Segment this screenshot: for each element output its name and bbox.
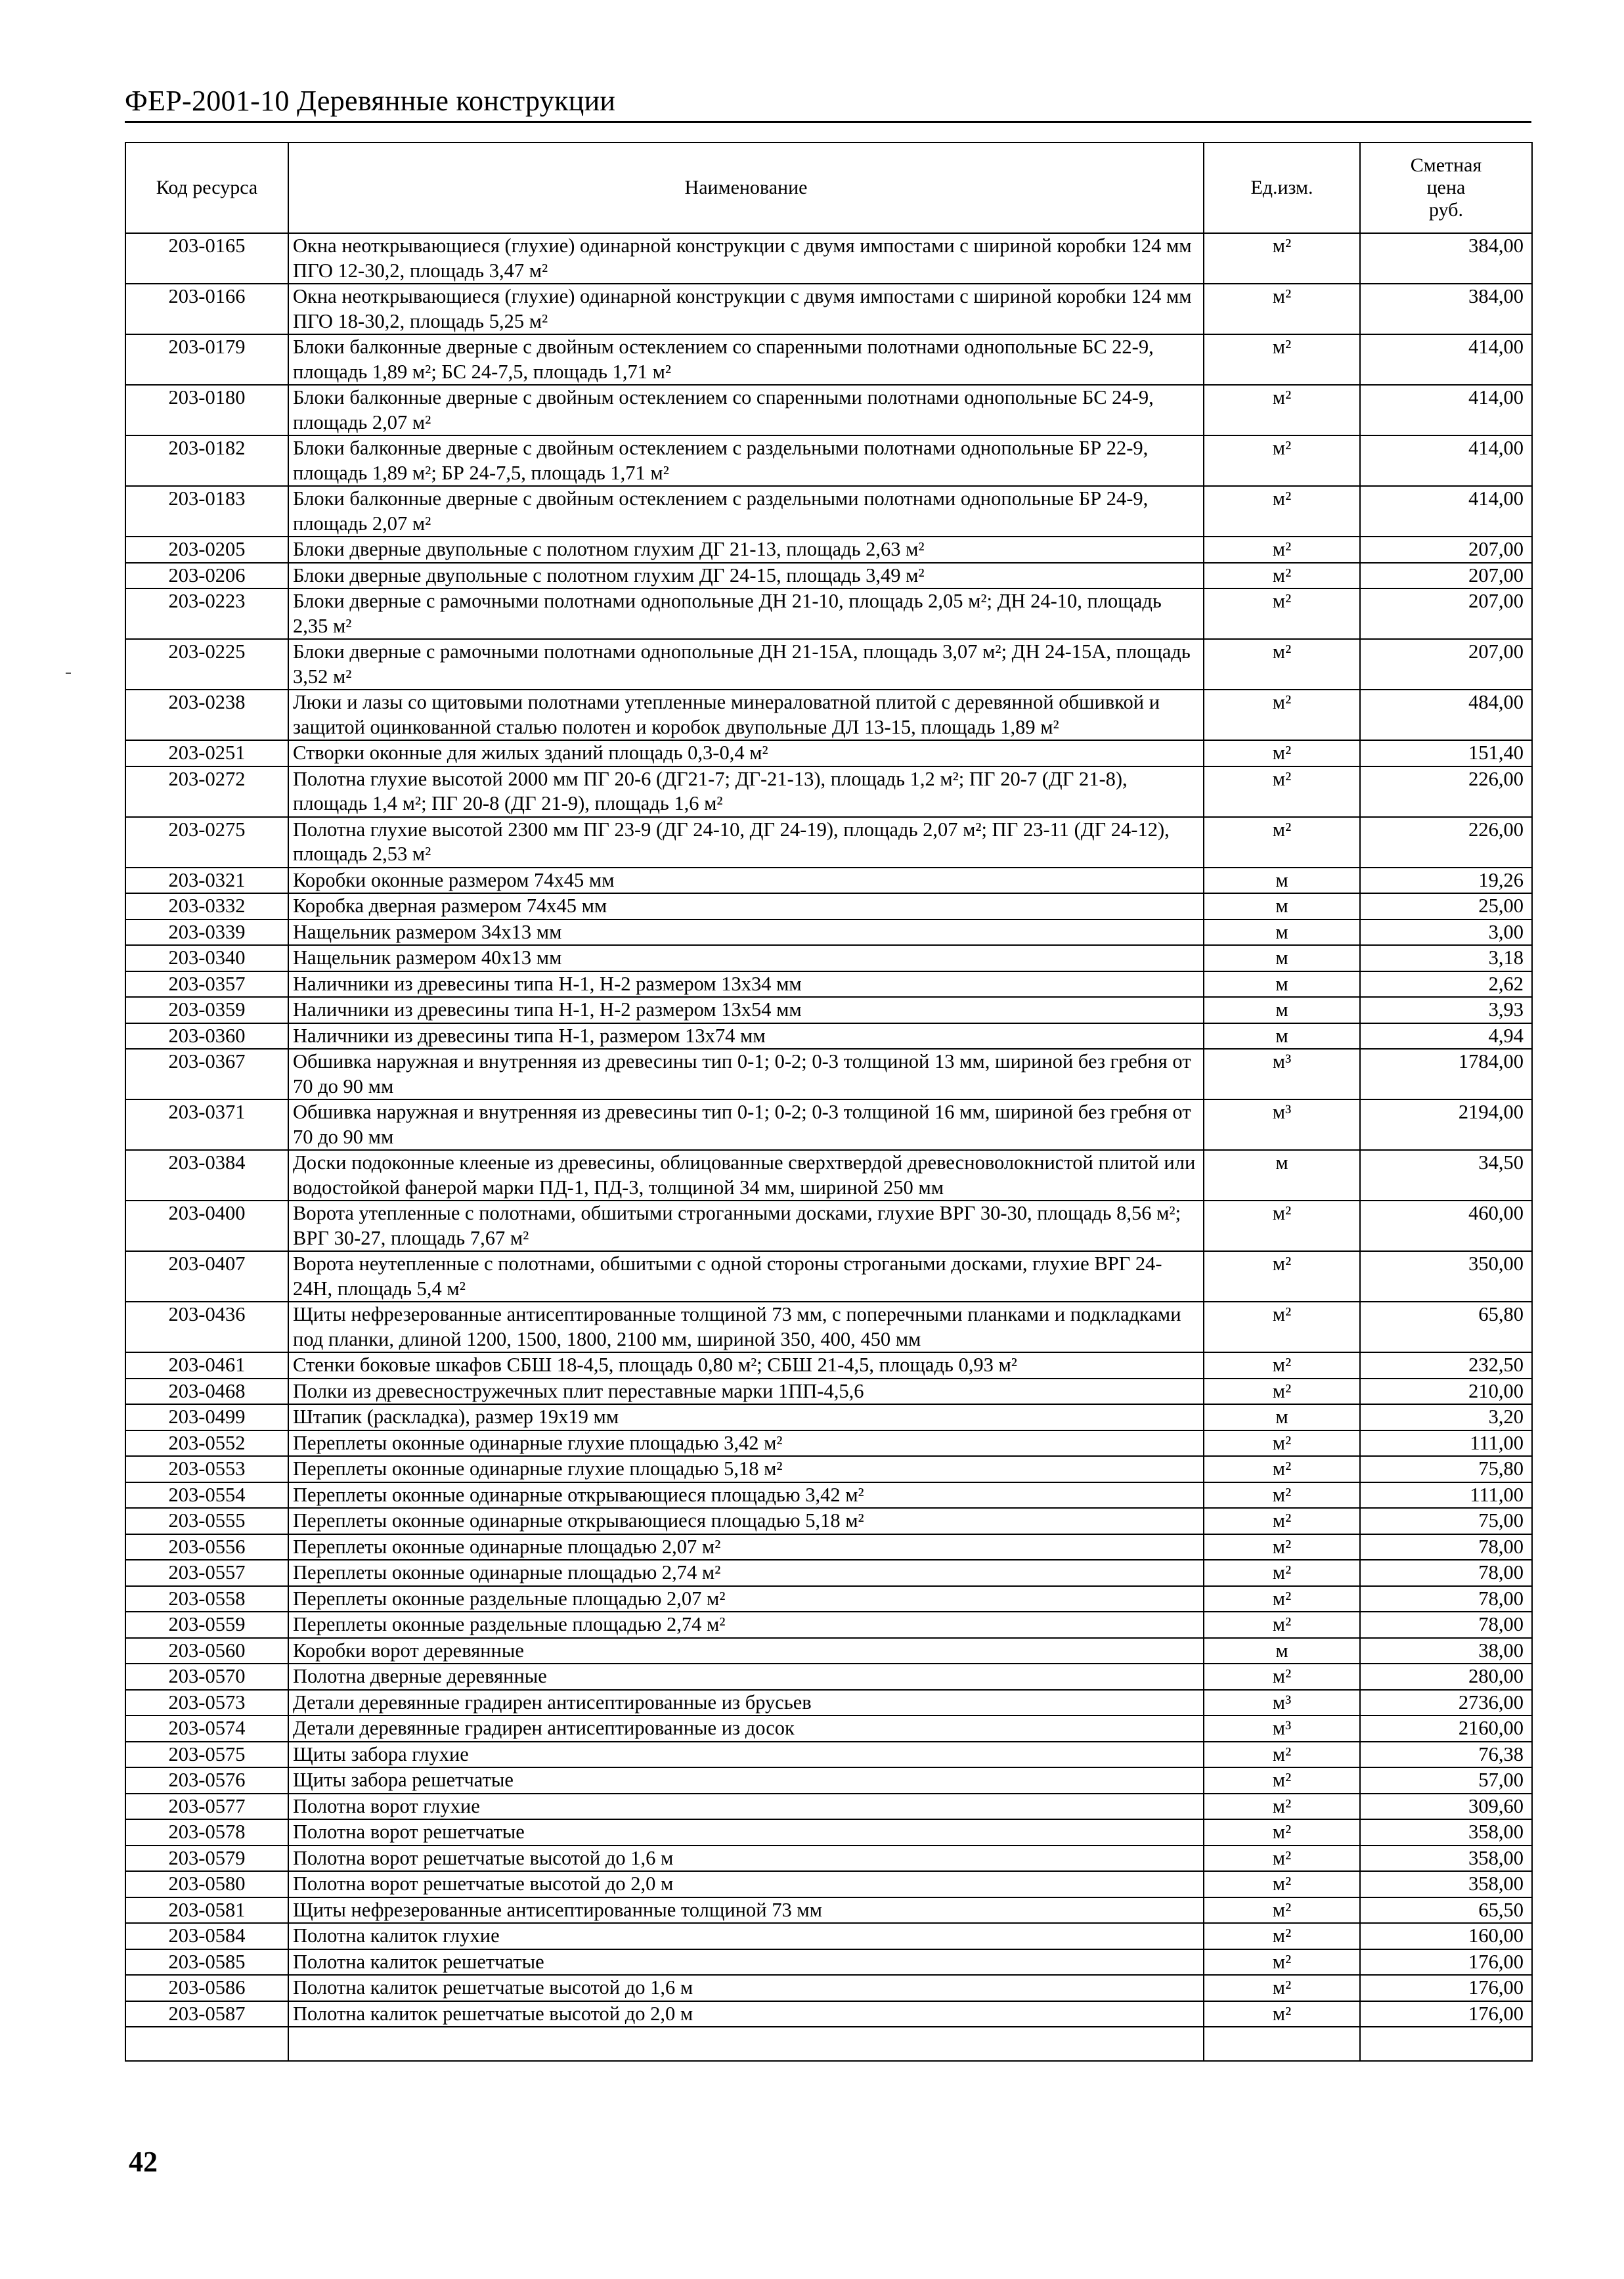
resource-code-cell: 203-0251: [125, 740, 288, 766]
price-cell: 25,00: [1360, 893, 1532, 919]
resource-code-cell: 203-0332: [125, 893, 288, 919]
resource-code-cell: 203-0576: [125, 1767, 288, 1794]
resource-name-cell: Блоки балконные дверные с двойным остеклением со спаренными полотнами однопольные БС 24-9, площадь 2,07 м²: [288, 385, 1204, 435]
unit-cell: м²: [1204, 1975, 1360, 2001]
unit-cell: м²: [1204, 563, 1360, 589]
price-cell: 207,00: [1360, 588, 1532, 639]
price-cell: 65,50: [1360, 1897, 1532, 1924]
resource-name-cell: Ворота неутепленные с полотнами, обшитыми с одной стороны строгаными досками, глухие ВРГ 24-24Н, площадь 5,4 м²: [288, 1251, 1204, 1302]
unit-cell: м²: [1204, 1897, 1360, 1924]
resource-code-cell: 203-0552: [125, 1430, 288, 1457]
unit-cell: м²: [1204, 486, 1360, 537]
unit-cell: м²: [1204, 435, 1360, 486]
unit-cell: м²: [1204, 1201, 1360, 1251]
header-name: Наименование: [288, 143, 1204, 233]
table-row: [125, 1456, 1532, 1482]
unit-cell: м: [1204, 971, 1360, 998]
table-row: [125, 1508, 1532, 1534]
resource-code-cell: 203-0570: [125, 1664, 288, 1690]
resource-code-cell: 203-0182: [125, 435, 288, 486]
resource-code-cell: 203-0461: [125, 1352, 288, 1379]
price-cell: 350,00: [1360, 1251, 1532, 1302]
unit-cell: м²: [1204, 537, 1360, 563]
table-row: [125, 1638, 1532, 1664]
resource-code-cell: 203-0400: [125, 1201, 288, 1251]
price-cell: 111,00: [1360, 1430, 1532, 1457]
resource-code-cell: 203-0384: [125, 1150, 288, 1201]
table-row: [125, 537, 1532, 563]
resource-code-cell: 203-0223: [125, 588, 288, 639]
price-cell: 19,26: [1360, 868, 1532, 894]
unit-cell: м²: [1204, 1482, 1360, 1509]
resource-code-cell: 203-0577: [125, 1794, 288, 1820]
table-row: [125, 1819, 1532, 1846]
resource-name-cell: Щиты нефрезерованные антисептированные толщиной 73 мм: [288, 1897, 1204, 1924]
table-row: [125, 284, 1532, 334]
resource-name-cell: Полки из древесностружечных плит переставные марки 1ПП-4,5,6: [288, 1379, 1204, 1405]
resource-code-cell: 203-0558: [125, 1586, 288, 1612]
resource-name-cell: Переплеты оконные одинарные глухие площадью 5,18 м²: [288, 1456, 1204, 1482]
price-cell: 226,00: [1360, 817, 1532, 868]
table-row: [125, 2001, 1532, 2027]
table-row: [125, 1923, 1532, 1949]
unit-cell: м²: [1204, 233, 1360, 284]
table-row: [125, 893, 1532, 919]
resource-code-cell: 203-0238: [125, 690, 288, 740]
unit-cell: м²: [1204, 1379, 1360, 1405]
resource-name-cell: Полотна ворот решетчатые: [288, 1819, 1204, 1846]
table-row: [125, 1379, 1532, 1405]
resource-name-cell: Переплеты оконные раздельные площадью 2,07 м²: [288, 1586, 1204, 1612]
resource-code-cell: 203-0407: [125, 1251, 288, 1302]
table-row: [125, 817, 1532, 868]
resource-code-cell: 203-0371: [125, 1099, 288, 1150]
resource-code-cell: 203-0367: [125, 1049, 288, 1099]
resource-name-cell: Наличники из древесины типа Н-1, Н-2 размером 13х34 мм: [288, 971, 1204, 998]
resource-code-cell: 203-0499: [125, 1404, 288, 1430]
resource-name-cell: Полотна ворот решетчатые высотой до 2,0 м: [288, 1871, 1204, 1897]
unit-cell: м²: [1204, 1508, 1360, 1534]
price-cell: 3,20: [1360, 1404, 1532, 1430]
resource-code-cell: 203-0585: [125, 1949, 288, 1976]
table-row: [125, 1404, 1532, 1430]
resource-name-cell: Нащельник размером 40х13 мм: [288, 945, 1204, 971]
resource-name-cell: Щиты нефрезерованные антисептированные толщиной 73 мм, с поперечными планками и подкладками под планки, длиной 1200, 1500, 1800, 2100 мм, шириной 350, 400, 450 мм: [288, 1302, 1204, 1352]
table-row: [125, 1201, 1532, 1251]
unit-cell: м²: [1204, 334, 1360, 385]
unit-cell: м²: [1204, 2001, 1360, 2027]
table-row: [125, 1742, 1532, 1768]
table-row: [125, 1612, 1532, 1638]
resource-name-cell: Ворота утепленные с полотнами, обшитыми строганными досками, глухие ВРГ 30-30, площадь 8,56 м²; ВРГ 30-27, площадь 7,67 м²: [288, 1201, 1204, 1251]
resource-code-cell: 203-0360: [125, 1023, 288, 1050]
price-cell: 176,00: [1360, 2001, 1532, 2027]
resource-code-cell: 203-0165: [125, 233, 288, 284]
price-cell: 384,00: [1360, 284, 1532, 334]
resource-code-cell: 203-0436: [125, 1302, 288, 1352]
unit-cell: м²: [1204, 588, 1360, 639]
unit-cell: м²: [1204, 690, 1360, 740]
unit-cell: м²: [1204, 1767, 1360, 1794]
table-row: [125, 1715, 1532, 1742]
table-row: [125, 1482, 1532, 1509]
resource-code-cell: 203-0468: [125, 1379, 288, 1405]
resource-code-cell: 203-0321: [125, 868, 288, 894]
price-cell: 207,00: [1360, 639, 1532, 690]
resource-name-cell: Полотна ворот решетчатые высотой до 1,6 м: [288, 1846, 1204, 1872]
resource-code-cell: 203-0587: [125, 2001, 288, 2027]
table-row: [125, 1767, 1532, 1794]
page-header: [125, 77, 1531, 123]
unit-cell: м³: [1204, 1715, 1360, 1742]
table-row: [125, 486, 1532, 537]
price-cell: 414,00: [1360, 385, 1532, 435]
resource-name-cell: Обшивка наружная и внутренняя из древесины тип 0-1; 0-2; 0-3 толщиной 13 мм, шириной без гребня от 70 до 90 мм: [288, 1049, 1204, 1099]
price-cell: 65,80: [1360, 1302, 1532, 1352]
table-row: [125, 563, 1532, 589]
unit-cell: м²: [1204, 1534, 1360, 1560]
price-cell: 78,00: [1360, 1586, 1532, 1612]
resource-code-cell: 203-0557: [125, 1560, 288, 1586]
unit-cell: м: [1204, 1150, 1360, 1201]
resource-name-cell: Блоки балконные дверные с двойным остеклением с раздельными полотнами однопольные БР 24-9, площадь 2,07 м²: [288, 486, 1204, 537]
resource-code-cell: 203-0272: [125, 766, 288, 817]
unit-cell: м: [1204, 1638, 1360, 1664]
table-row: [125, 766, 1532, 817]
table-row: [125, 334, 1532, 385]
table-row: [125, 868, 1532, 894]
resource-code-cell: 203-0179: [125, 334, 288, 385]
resource-name-cell: Переплеты оконные одинарные глухие площадью 3,42 м²: [288, 1430, 1204, 1457]
table-body: [125, 233, 1532, 2061]
price-cell: 358,00: [1360, 1871, 1532, 1897]
price-cell: 1784,00: [1360, 1049, 1532, 1099]
resource-name-cell: Переплеты оконные одинарные площадью 2,74 м²: [288, 1560, 1204, 1586]
resource-name-cell: Полотна калиток решетчатые высотой до 1,6 м: [288, 1975, 1204, 2001]
unit-cell: м²: [1204, 1456, 1360, 1482]
table-row: [125, 1949, 1532, 1976]
price-cell: 309,60: [1360, 1794, 1532, 1820]
resource-code-cell: 203-0339: [125, 919, 288, 946]
unit-cell: м: [1204, 945, 1360, 971]
header-price-line: Сметная: [1410, 154, 1482, 176]
price-cell: 76,38: [1360, 1742, 1532, 1768]
resource-code-cell: 203-0553: [125, 1456, 288, 1482]
empty-cell: [1360, 2027, 1532, 2061]
resource-code-cell: 203-0340: [125, 945, 288, 971]
table-row: [125, 1099, 1532, 1150]
resource-code-cell: 203-0560: [125, 1638, 288, 1664]
table-row: [125, 1871, 1532, 1897]
unit-cell: м²: [1204, 1949, 1360, 1976]
resource-name-cell: Щиты забора глухие: [288, 1742, 1204, 1768]
resource-name-cell: Штапик (раскладка), размер 19х19 мм: [288, 1404, 1204, 1430]
resource-name-cell: Блоки дверные с рамочными полотнами однопольные ДН 21-15А, площадь 3,07 м²; ДН 24-15А, площадь 3,52 м²: [288, 639, 1204, 690]
resource-name-cell: Полотна ворот глухие: [288, 1794, 1204, 1820]
table-row: [125, 997, 1532, 1023]
price-cell: 414,00: [1360, 435, 1532, 486]
resource-name-cell: Блоки дверные с рамочными полотнами однопольные ДН 21-10, площадь 2,05 м²; ДН 24-10, площадь 2,35 м²: [288, 588, 1204, 639]
unit-cell: м²: [1204, 1352, 1360, 1379]
price-cell: 75,00: [1360, 1508, 1532, 1534]
resource-code-cell: 203-0180: [125, 385, 288, 435]
unit-cell: м²: [1204, 1586, 1360, 1612]
empty-cell: [1204, 2027, 1360, 2061]
resource-name-cell: Переплеты оконные одинарные площадью 2,07 м²: [288, 1534, 1204, 1560]
resource-name-cell: Блоки балконные дверные с двойным остеклением со спаренными полотнами однопольные БС 22-9, площадь 1,89 м²; БС 24-7,5, площадь 1,71 м²: [288, 334, 1204, 385]
resource-code-cell: 203-0586: [125, 1975, 288, 2001]
price-cell: 460,00: [1360, 1201, 1532, 1251]
resource-name-cell: Коробки оконные размером 74х45 мм: [288, 868, 1204, 894]
resource-name-cell: Полотна дверные деревянные: [288, 1664, 1204, 1690]
resource-name-cell: Блоки балконные дверные с двойным остеклением с раздельными полотнами однопольные БР 22-9, площадь 1,89 м²; БР 24-7,5, площадь 1,71 м²: [288, 435, 1204, 486]
table-row: [125, 1975, 1532, 2001]
unit-cell: м: [1204, 1023, 1360, 1050]
unit-cell: м: [1204, 868, 1360, 894]
price-cell: 160,00: [1360, 1923, 1532, 1949]
price-cell: 4,94: [1360, 1023, 1532, 1050]
price-cell: 2736,00: [1360, 1690, 1532, 1716]
table-row: [125, 690, 1532, 740]
unit-cell: м²: [1204, 284, 1360, 334]
price-cell: 2194,00: [1360, 1099, 1532, 1150]
table-row: [125, 740, 1532, 766]
unit-cell: м²: [1204, 1430, 1360, 1457]
price-cell: 226,00: [1360, 766, 1532, 817]
resource-name-cell: Переплеты оконные одинарные открывающиеся площадью 5,18 м²: [288, 1508, 1204, 1534]
scan-artifact: [66, 673, 71, 674]
price-cell: 111,00: [1360, 1482, 1532, 1509]
header-unit: Ед.изм.: [1204, 143, 1360, 233]
table-row: [125, 971, 1532, 998]
resource-name-cell: Полотна глухие высотой 2000 мм ПГ 20-6 (ДГ21-7; ДГ-21-13), площадь 1,2 м²; ПГ 20-7 (ДГ 21-8), площадь 1,4 м²; ПГ 20-8 (ДГ 21-9), площадь 1,6 м²: [288, 766, 1204, 817]
table-row: [125, 1794, 1532, 1820]
resource-code-cell: 203-0579: [125, 1846, 288, 1872]
price-cell: 78,00: [1360, 1612, 1532, 1638]
price-cell: 34,50: [1360, 1150, 1532, 1201]
resource-name-cell: Полотна калиток решетчатые: [288, 1949, 1204, 1976]
unit-cell: м²: [1204, 1612, 1360, 1638]
table-row: [125, 1586, 1532, 1612]
resource-name-cell: Блоки дверные двупольные с полотном глухим ДГ 21-13, площадь 2,63 м²: [288, 537, 1204, 563]
unit-cell: м²: [1204, 1819, 1360, 1846]
price-cell: 3,18: [1360, 945, 1532, 971]
price-cell: 280,00: [1360, 1664, 1532, 1690]
table-row: [125, 1846, 1532, 1872]
table-row: [125, 1049, 1532, 1099]
price-cell: 2,62: [1360, 971, 1532, 998]
table-row: [125, 945, 1532, 971]
price-cell: 2160,00: [1360, 1715, 1532, 1742]
empty-cell: [288, 2027, 1204, 2061]
resource-code-cell: 203-0556: [125, 1534, 288, 1560]
price-cell: 151,40: [1360, 740, 1532, 766]
resource-name-cell: Окна неоткрывающиеся (глухие) одинарной конструкции с двумя импостами с шириной коробки 124 мм ПГО 18-30,2, площадь 5,25 м²: [288, 284, 1204, 334]
resource-name-cell: Окна неоткрывающиеся (глухие) одинарной конструкции с двумя импостами с шириной коробки 124 мм ПГО 12-30,2, площадь 3,47 м²: [288, 233, 1204, 284]
resource-name-cell: Обшивка наружная и внутренняя из древесины тип 0-1; 0-2; 0-3 толщиной 16 мм, шириной без гребня от 70 до 90 мм: [288, 1099, 1204, 1150]
header-price-line: руб.: [1429, 199, 1463, 221]
price-cell: 207,00: [1360, 563, 1532, 589]
price-cell: 57,00: [1360, 1767, 1532, 1794]
table-row: [125, 1150, 1532, 1201]
resource-name-cell: Переплеты оконные раздельные площадью 2,74 м²: [288, 1612, 1204, 1638]
table-row: [125, 1897, 1532, 1924]
resource-code-cell: 203-0580: [125, 1871, 288, 1897]
resource-code-cell: 203-0183: [125, 486, 288, 537]
unit-cell: м³: [1204, 1049, 1360, 1099]
unit-cell: м²: [1204, 1560, 1360, 1586]
resource-name-cell: Блоки дверные двупольные с полотном глухим ДГ 24-15, площадь 3,49 м²: [288, 563, 1204, 589]
empty-cell: [125, 2027, 288, 2061]
resource-code-cell: 203-0581: [125, 1897, 288, 1924]
price-cell: 3,00: [1360, 919, 1532, 946]
price-cell: 3,93: [1360, 997, 1532, 1023]
unit-cell: м²: [1204, 1846, 1360, 1872]
unit-cell: м²: [1204, 1664, 1360, 1690]
table-row: [125, 233, 1532, 284]
table-row: [125, 919, 1532, 946]
unit-cell: м²: [1204, 1794, 1360, 1820]
price-cell: 414,00: [1360, 334, 1532, 385]
resource-name-cell: Доски подоконные клееные из древесины, облицованные сверхтвердой древесноволокнистой плитой или водостойкой фанерой марки ПД-1, ПД-3, толщиной 34 мм, шириной 250 мм: [288, 1150, 1204, 1201]
resource-name-cell: Створки оконные для жилых зданий площадь 0,3-0,4 м²: [288, 740, 1204, 766]
resource-code-cell: 203-0206: [125, 563, 288, 589]
price-cell: 78,00: [1360, 1534, 1532, 1560]
price-cell: 207,00: [1360, 537, 1532, 563]
unit-cell: м³: [1204, 1690, 1360, 1716]
table-header-row: [125, 143, 1532, 233]
price-cell: 232,50: [1360, 1352, 1532, 1379]
resource-name-cell: Полотна глухие высотой 2300 мм ПГ 23-9 (ДГ 24-10, ДГ 24-19), площадь 2,07 м²; ПГ 23-11 (ДГ 24-12), площадь 2,53 м²: [288, 817, 1204, 868]
resource-name-cell: Люки и лазы со щитовыми полотнами утепленные минераловатной плитой с деревянной обшивкой и защитой оцинкованной сталью полотен и коробок двупольные ДЛ 13-15, площадь 1,89 м²: [288, 690, 1204, 740]
price-cell: 358,00: [1360, 1819, 1532, 1846]
price-cell: 384,00: [1360, 233, 1532, 284]
price-cell: 78,00: [1360, 1560, 1532, 1586]
unit-cell: м²: [1204, 1742, 1360, 1768]
unit-cell: м²: [1204, 766, 1360, 817]
table-row: [125, 435, 1532, 486]
table-row: [125, 1302, 1532, 1352]
table-row: [125, 1352, 1532, 1379]
resource-name-cell: Стенки боковые шкафов СБШ 18-4,5, площадь 0,80 м²; СБШ 21-4,5, площадь 0,93 м²: [288, 1352, 1204, 1379]
document-title: ФЕР-2001-10 Деревянные конструкции: [125, 85, 616, 117]
unit-cell: м²: [1204, 817, 1360, 868]
unit-cell: м: [1204, 997, 1360, 1023]
page-number: 42: [129, 2146, 158, 2178]
header-price-line: цена: [1426, 177, 1466, 198]
price-cell: 75,80: [1360, 1456, 1532, 1482]
unit-cell: м³: [1204, 1099, 1360, 1150]
resource-code-cell: 203-0275: [125, 817, 288, 868]
price-cell: 414,00: [1360, 486, 1532, 537]
resource-code-cell: 203-0166: [125, 284, 288, 334]
price-cell: 358,00: [1360, 1846, 1532, 1872]
unit-cell: м²: [1204, 1251, 1360, 1302]
resource-code-cell: 203-0554: [125, 1482, 288, 1509]
resource-name-cell: Наличники из древесины типа Н-1, размером 13х74 мм: [288, 1023, 1204, 1050]
unit-cell: м²: [1204, 639, 1360, 690]
price-cell: 484,00: [1360, 690, 1532, 740]
resource-code-cell: 203-0559: [125, 1612, 288, 1638]
price-cell: 38,00: [1360, 1638, 1532, 1664]
resource-code-cell: 203-0575: [125, 1742, 288, 1768]
unit-cell: м: [1204, 893, 1360, 919]
resource-code-cell: 203-0574: [125, 1715, 288, 1742]
table-row: [125, 385, 1532, 435]
resource-price-table: [125, 142, 1533, 2062]
resource-name-cell: Коробки ворот деревянные: [288, 1638, 1204, 1664]
header-price: [1360, 143, 1532, 233]
resource-code-cell: 203-0578: [125, 1819, 288, 1846]
unit-cell: м: [1204, 919, 1360, 946]
table-row-empty: [125, 2027, 1532, 2061]
table-row: [125, 1251, 1532, 1302]
table-row: [125, 1690, 1532, 1716]
resource-code-cell: 203-0584: [125, 1923, 288, 1949]
price-cell: 210,00: [1360, 1379, 1532, 1405]
resource-code-cell: 203-0555: [125, 1508, 288, 1534]
header-code: Код ресурса: [125, 143, 288, 233]
resource-code-cell: 203-0357: [125, 971, 288, 998]
table-row: [125, 1023, 1532, 1050]
resource-name-cell: Детали деревянные градирен антисептированные из досок: [288, 1715, 1204, 1742]
resource-name-cell: Полотна калиток глухие: [288, 1923, 1204, 1949]
unit-cell: м: [1204, 1404, 1360, 1430]
resource-name-cell: Полотна калиток решетчатые высотой до 2,0 м: [288, 2001, 1204, 2027]
resource-code-cell: 203-0359: [125, 997, 288, 1023]
table-row: [125, 1534, 1532, 1560]
price-cell: 176,00: [1360, 1949, 1532, 1976]
unit-cell: м²: [1204, 1302, 1360, 1352]
resource-name-cell: Наличники из древесины типа Н-1, Н-2 размером 13х54 мм: [288, 997, 1204, 1023]
resource-name-cell: Коробка дверная размером 74х45 мм: [288, 893, 1204, 919]
resource-code-cell: 203-0573: [125, 1690, 288, 1716]
unit-cell: м²: [1204, 1871, 1360, 1897]
resource-name-cell: Щиты забора решетчатые: [288, 1767, 1204, 1794]
table-row: [125, 1664, 1532, 1690]
unit-cell: м²: [1204, 1923, 1360, 1949]
price-cell: 176,00: [1360, 1975, 1532, 2001]
resource-name-cell: Нащельник размером 34х13 мм: [288, 919, 1204, 946]
table-row: [125, 588, 1532, 639]
resource-code-cell: 203-0225: [125, 639, 288, 690]
table-row: [125, 1560, 1532, 1586]
unit-cell: м²: [1204, 740, 1360, 766]
resource-code-cell: 203-0205: [125, 537, 288, 563]
table-row: [125, 639, 1532, 690]
resource-name-cell: Детали деревянные градирен антисептированные из брусьев: [288, 1690, 1204, 1716]
resource-name-cell: Переплеты оконные одинарные открывающиеся площадью 3,42 м²: [288, 1482, 1204, 1509]
unit-cell: м²: [1204, 385, 1360, 435]
table-row: [125, 1430, 1532, 1457]
